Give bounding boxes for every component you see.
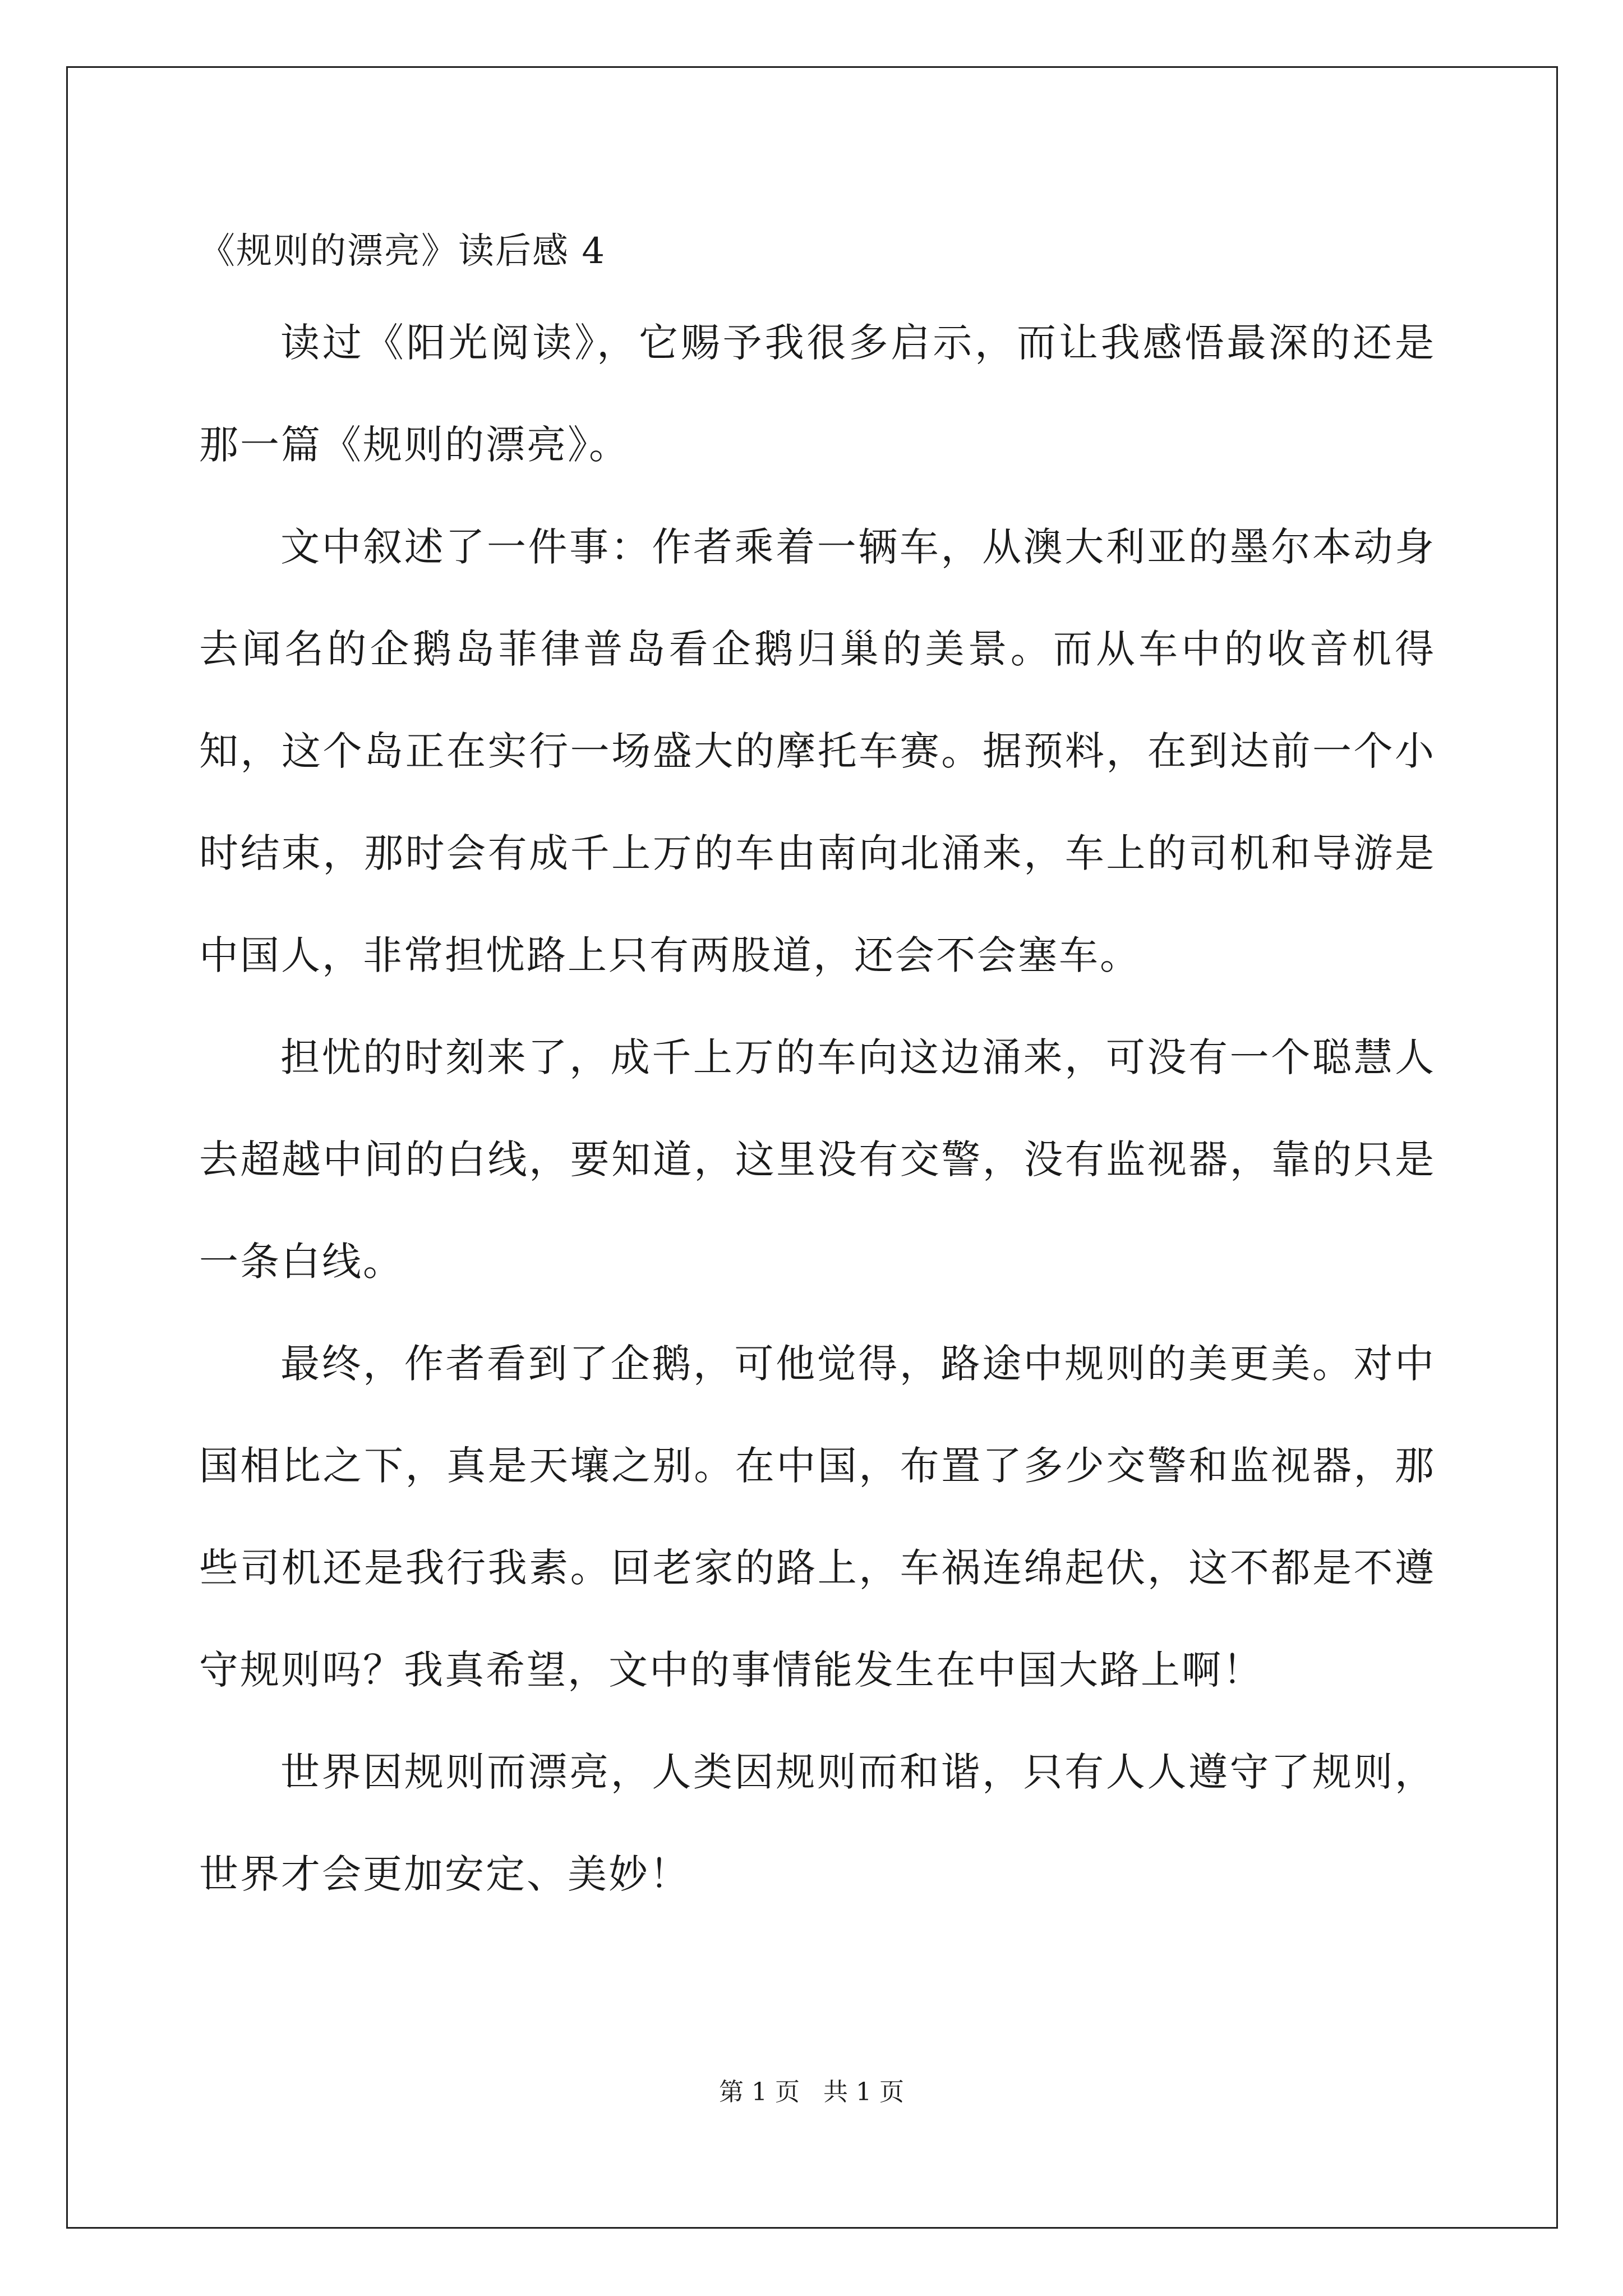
paragraph-2: 文中叙述了一件事：作者乘着一辆车，从澳大利亚的墨尔本动身去闻名的企鹅岛菲律普岛看企鹅归巢的美景。而从车中的收音机得知，这个岛正在实行一场盛大的摩托车赛。据预料，在到达前一个小时结束，那时会有成千上万的车由南向北涌来，车上的司机和导游是中国人，非常担忧路上只有两股道，还会不会塞车。 xyxy=(199,524,1436,978)
document-body xyxy=(199,292,1436,1925)
page-number-footer: 第 1 页 共 1 页 xyxy=(719,2078,904,2106)
paragraph-5: 世界因规则而漂亮，人类因规则而和谐，只有人人遵守了规则，世界才会更加安定、美妙！ xyxy=(199,1749,1436,1897)
paragraph-4: 最终，作者看到了企鹅，可他觉得，路途中规则的美更美。对中国相比之下，真是天壤之别。在中国，布置了多少交警和监视器，那些司机还是我行我素。回老家的路上，车祸连绵起伏，这不都是不遵守规则吗？我真希望，文中的事情能发生在中国大路上啊！ xyxy=(199,1341,1436,1693)
paragraph-1: 读过《阳光阅读》，它赐予我很多启示，而让我感悟最深的还是那一篇《规则的漂亮》。 xyxy=(199,320,1436,468)
paragraph-3: 担忧的时刻来了，成千上万的车向这边涌来，可没有一个聪慧人去超越中间的白线，要知道，这里没有交警，没有监视器，靠的只是一条白线。 xyxy=(199,1034,1436,1285)
document-title: 《规则的漂亮》读后感 4 xyxy=(199,231,606,272)
